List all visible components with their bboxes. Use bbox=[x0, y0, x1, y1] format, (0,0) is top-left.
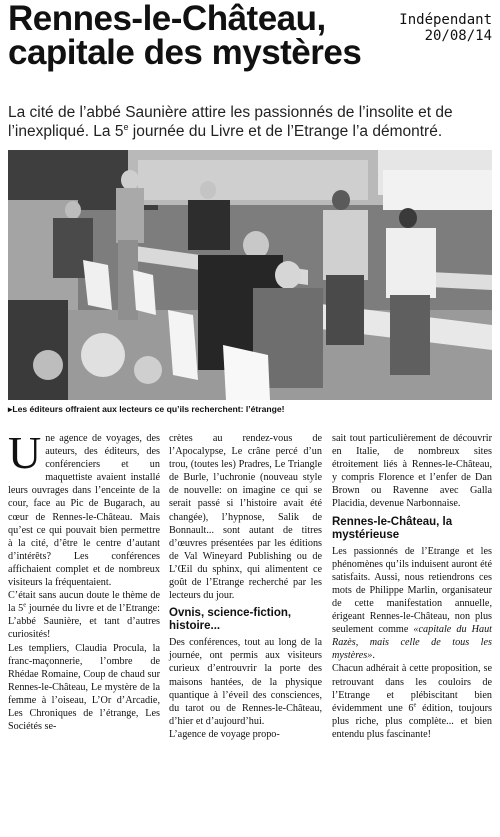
article-column-1 bbox=[8, 427, 160, 733]
paragraph: L’agence de voyage propo- bbox=[169, 728, 280, 740]
headline-line-1: Rennes-le-Château, bbox=[8, 0, 326, 38]
standfirst-part-2: journée du Livre et de l’Etrange l’a démontré. bbox=[128, 123, 443, 140]
paragraph: Les templiers, Claudia Procula, la franc-maçonnerie, l’ombre de Rhédae Romaine, Coup de chaud sur Rennes-le-Château, Le mystère de la femme à l’oiseau, L’Or d’Arcadie, Les Chroniques de l’étrange, Les Sociétés se- bbox=[8, 642, 160, 733]
paragraph: Les passionnés de l’Etrange et les phénomènes qu’ils induisent auront été satisfaits. Aussi, nous retiendrons ces mots de Philippe Marlin, organisateur de cette manifestation annuelle, érigeant Rennes-le-Château, non plus seulement comme «capitale du Haut Razès, mais celle de tous les mystères». bbox=[332, 545, 492, 662]
paragraph: C’était sans aucun doute le thème de la 5e journée du livre et de l’Etrange: L’abbé Saunière, et tant d’autres curiosités! bbox=[8, 590, 160, 641]
quote: «capitale du Haut Razès, mais celle de tous les mystères» bbox=[332, 624, 492, 662]
source-date: 20/08/14 bbox=[424, 28, 492, 44]
source-name: Indépendant bbox=[399, 12, 492, 28]
subheading: Rennes-le-Château, la mystérieuse bbox=[332, 515, 453, 541]
article-headline bbox=[8, 2, 388, 70]
photo-illustration bbox=[8, 150, 492, 400]
standfirst bbox=[8, 103, 494, 141]
standfirst-sup: e bbox=[123, 121, 129, 132]
source-stamp bbox=[399, 12, 492, 44]
standfirst-part-1: La cité de l’abbé Saunière attire les passionnés de l’insolite et de l’inexpliqué. La 5 bbox=[8, 104, 453, 140]
article-column-3 bbox=[332, 432, 492, 741]
headline-line-2: capitale des mystères bbox=[8, 33, 362, 72]
subheading: Ovnis, science-fiction, histoire... bbox=[169, 607, 292, 633]
paragraph: sait tout particulièrement de découvrir en Italie, de nombreux sites étroitement liés à Rennes-le-Château, y compris Florence et l’enfer de Dan Brown ou Ravenne avec Galla Placidia, devenue Narbonnaise. bbox=[332, 433, 492, 510]
paragraph: Chacun adhérait à cette proposition, se retrouvant dans les couloirs de l’Etrange et plébiscitant bien évidemment une 6e édition, toujours plus riche, plus complète... et bien entendu plus fascinante! bbox=[332, 663, 492, 740]
paragraph: Une agence de voyages, des auteurs, des éditeurs, des conférenciers et un maquettiste avaient installé leurs ouvrages dans l’enceinte de la cour, face au Pic de Bugarach, au cœur de Rennes-le-Château. Mais qu’est ce qui pouvait bien permettre à la cité, d’être le centre d’autant d’intérêts? Les conférences affichaient complet et de nombreux visiteurs la fréquentaient. bbox=[8, 427, 160, 589]
drop-cap: U bbox=[8, 427, 42, 478]
photo-caption: ▸Les éditeurs offraient aux lecteurs ce qu’ils recherchent: l’étrange! bbox=[8, 404, 285, 414]
article-column-2 bbox=[169, 432, 322, 741]
paragraph: crètes au rendez-vous de l’Apocalypse, Le crâne percé d’un trou, (toutes les) Pradres, Le Triangle de Burle, l’uchronie (nouveau style de nouvelle: on imagine ce qui se serait passé si l’histoire avait été changée), l’hypnose, Salik de Bonnault... sont autant de titres d’œuvres présentées par les éditions de Val Wineyard Publishing ou de L’Œil du sphinx, qui alimentent ce goût de l’Etrange recherché par les lecteurs du jour. bbox=[169, 433, 322, 602]
article-photo bbox=[8, 150, 492, 400]
paragraph: Des conférences, tout au long de la journée, ont permis aux visiteurs curieux d’entrouvrir la porte des maisons hantées, de la physique quantique à l’éveil des consciences, du tarot ou de Rennes-le-Château, d’hier et d’aujourd’hui. bbox=[169, 637, 322, 727]
